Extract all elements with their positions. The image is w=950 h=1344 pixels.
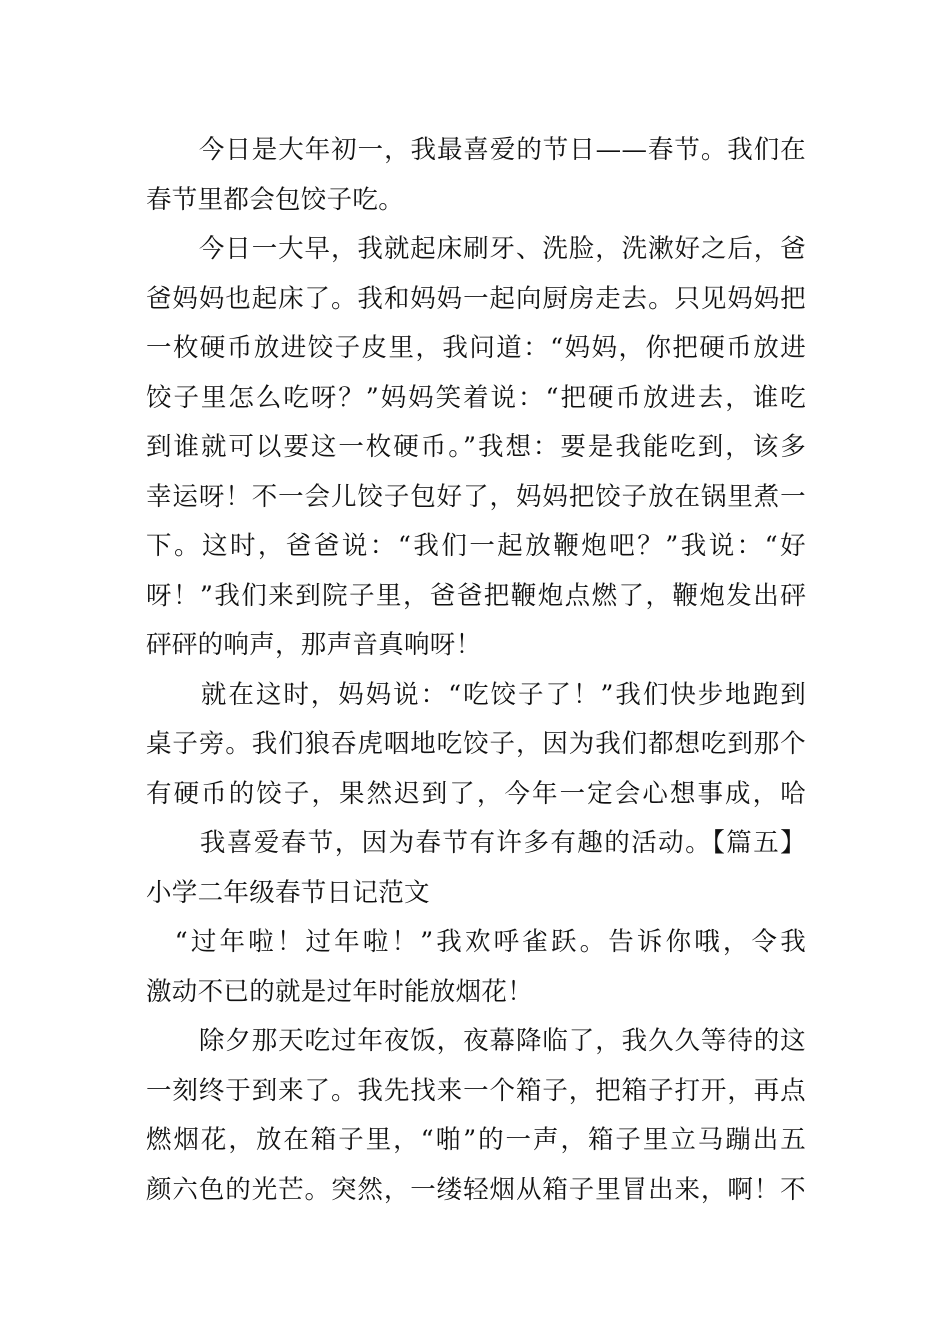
- text-line: 有硬币的饺子，果然迟到了，今年一定会心想事成，哈: [146, 778, 806, 809]
- text-line: 春节里都会包饺子吃。: [146, 184, 405, 215]
- text-line: 饺子里怎么吃呀？”妈妈笑着说：“把硬币放进去，谁吃: [146, 382, 806, 413]
- text-line: 下。这时，爸爸说：“我们一起放鞭炮吧？”我说：“好: [146, 531, 806, 561]
- text-line: 砰砰的响声，那声音真响呀！: [146, 630, 482, 660]
- text-line: 我喜爱春节，因为春节有许多有趣的活动。【篇五】: [146, 828, 806, 858]
- text-line: 今日是大年初一，我最喜爱的节日——春节。我们在: [146, 135, 806, 165]
- text-line: 爸妈妈也起床了。我和妈妈一起向厨房走去。只见妈妈把: [146, 283, 806, 314]
- document-body: [146, 126, 806, 1215]
- text-line: 除夕那天吃过年夜饭，夜幕降临了，我久久等待的这: [146, 1026, 806, 1056]
- text-line: 呀！”我们来到院子里，爸爸把鞭炮点燃了，鞭炮发出砰: [146, 580, 806, 611]
- text-line: 到谁就可以要这一枚硬币。”我想：要是我能吃到，该多: [146, 432, 806, 462]
- text-line: 幸运呀！不一会儿饺子包好了，妈妈把饺子放在锅里煮一: [146, 481, 806, 512]
- text-line: 颜六色的光芒。突然，一缕轻烟从箱子里冒出来，啊！不: [146, 1174, 806, 1205]
- text-line: 激动不已的就是过年时能放烟花！: [146, 976, 534, 1007]
- text-line: 一枚硬币放进饺子皮里，我问道：“妈妈，你把硬币放进: [146, 333, 806, 363]
- text-line: 今日一大早，我就起床刷牙、洗脸，洗漱好之后，爸: [146, 234, 806, 264]
- text-line: “过年啦！过年啦！”我欢呼雀跃。告诉你哦，令我: [146, 927, 806, 957]
- text-line: 就在这时，妈妈说：“吃饺子了！”我们快步地跑到: [146, 679, 806, 710]
- text-line: 小学二年级春节日记范文: [146, 877, 430, 908]
- text-line: 燃烟花，放在箱子里，“啪”的一声，箱子里立马蹦出五: [146, 1125, 806, 1155]
- text-line: 桌子旁。我们狼吞虎咽地吃饺子，因为我们都想吃到那个: [146, 729, 806, 759]
- text-line: 一刻终于到来了。我先找来一个箱子，把箱子打开，再点: [146, 1075, 806, 1106]
